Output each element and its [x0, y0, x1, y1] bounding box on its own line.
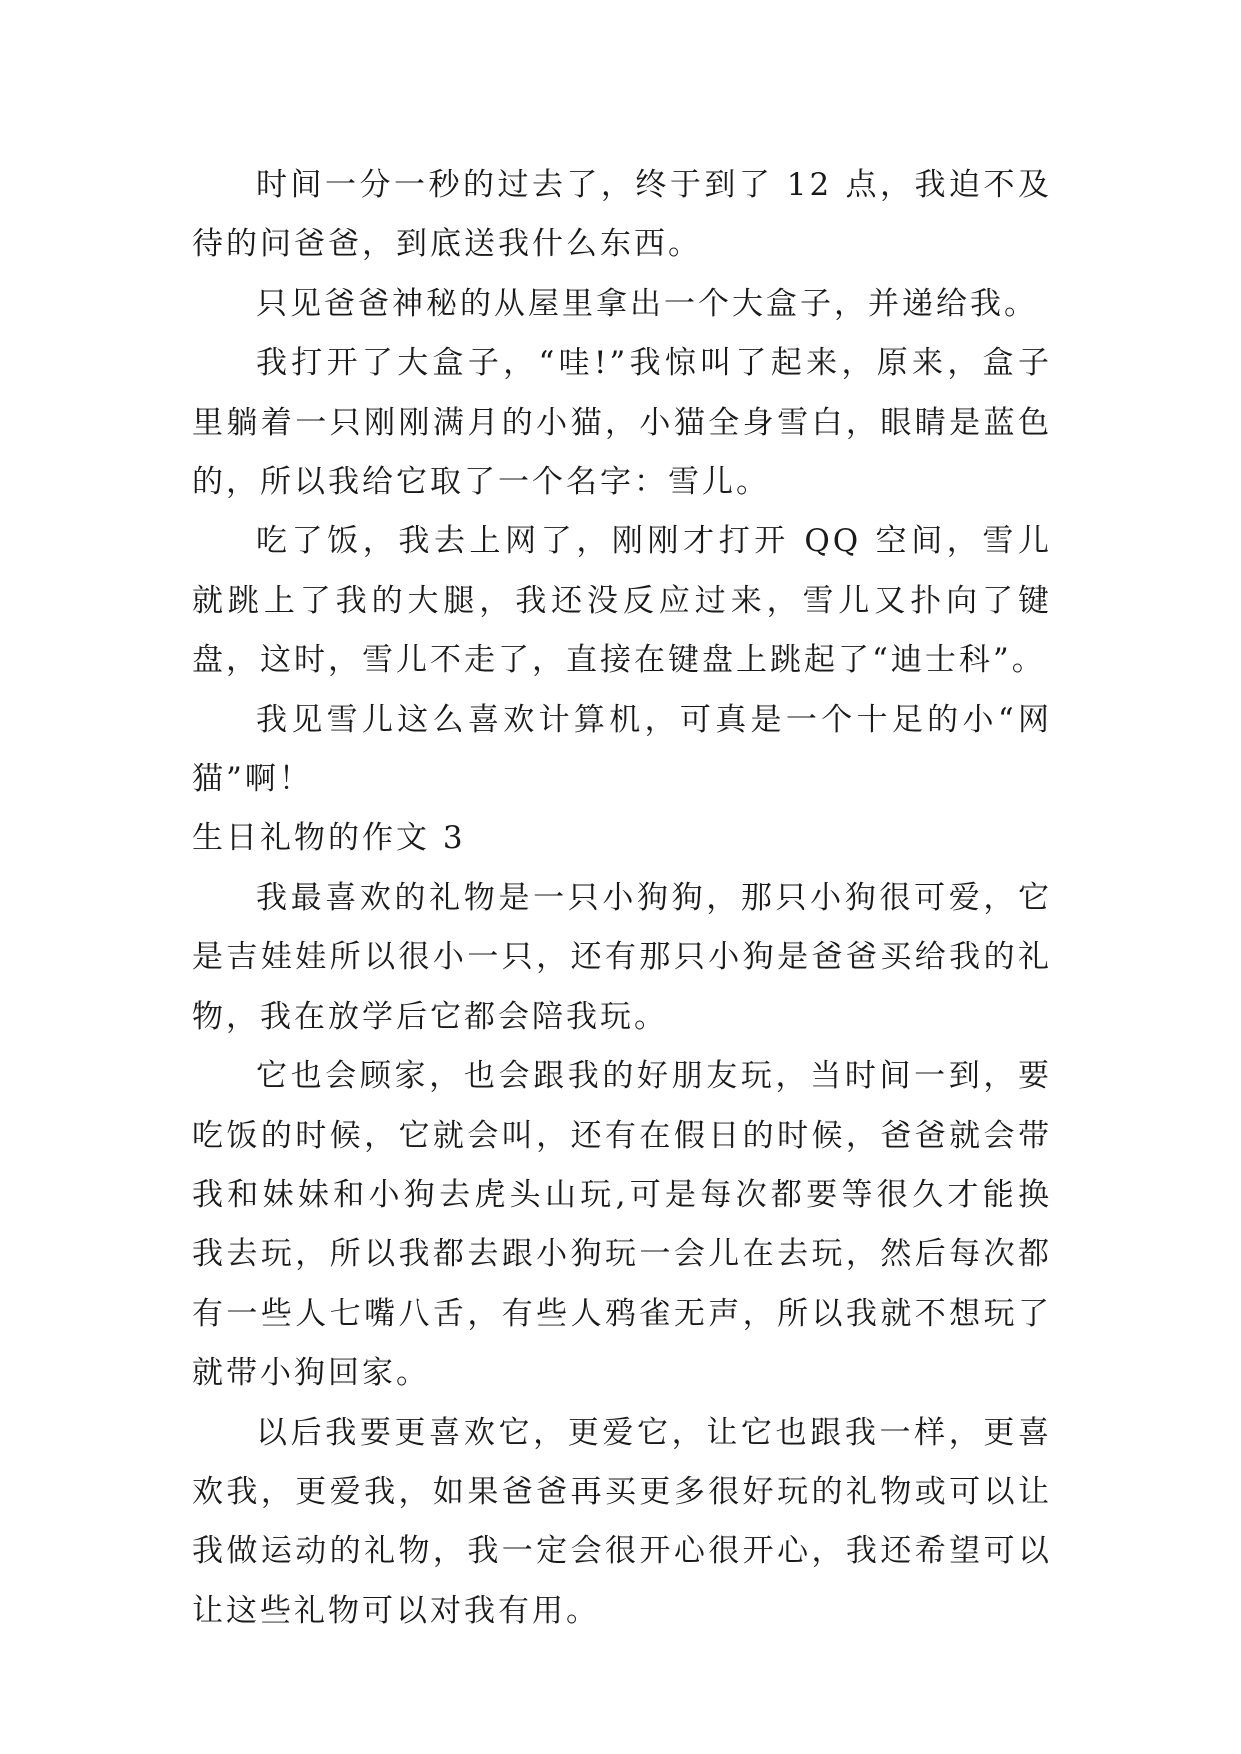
paragraph: 我打开了大盒子，“哇!”我惊叫了起来，原来，盒子里躺着一只刚刚满月的小猫，小猫全身雪白，眼睛是蓝色的，所以我给它取了一个名字：雪儿。 [192, 345, 1052, 501]
paragraph: 时间一分一秒的过去了，终于到了 12 点，我迫不及待的问爸爸，到底送我什么东西。 [192, 167, 1052, 263]
paragraph: 我见雪儿这么喜欢计算机，可真是一个十足的小“网猫”啊！ [192, 701, 1052, 798]
paragraph: 我最喜欢的礼物是一只小狗狗，那只小狗很可爱，它是吉娃娃所以很小一只，还有那只小狗是爸爸买给我的礼物，我在放学后它都会陪我玩。 [192, 879, 1052, 1035]
paragraph: 它也会顾家，也会跟我的好朋友玩，当时间一到，要吃饭的时候，它就会叫，还有在假日的时候，爸爸就会带我和妹妹和小狗去虎头山玩,可是每次都要等很久才能换我去玩，所以我都去跟小狗玩一会儿在去玩，然后每次都有一些人七嘴八舌，有些人鸦雀无声，所以我就不想玩了就带小狗回家。 [192, 1058, 1052, 1392]
paragraph: 以后我要更喜欢它，更爱它，让它也跟我一样，更喜欢我，更爱我，如果爸爸再买更多很好玩的礼物或可以让我做运动的礼物，我一定会很开心很开心，我还希望可以让这些礼物可以对我有用。 [192, 1414, 1052, 1629]
paragraph: 吃了饭，我去上网了，刚刚才打开 QQ 空间，雪儿就跳上了我的大腿，我还没反应过来，雪儿又扑向了键盘，这时，雪儿不走了，直接在键盘上跳起了“迪士科”。 [192, 523, 1052, 679]
paragraph: 只见爸爸神秘的从屋里拿出一个大盒子，并递给我。 [256, 285, 1038, 322]
document-body [192, 156, 1052, 1641]
section-title: 生日礼物的作文 3 [192, 820, 466, 857]
